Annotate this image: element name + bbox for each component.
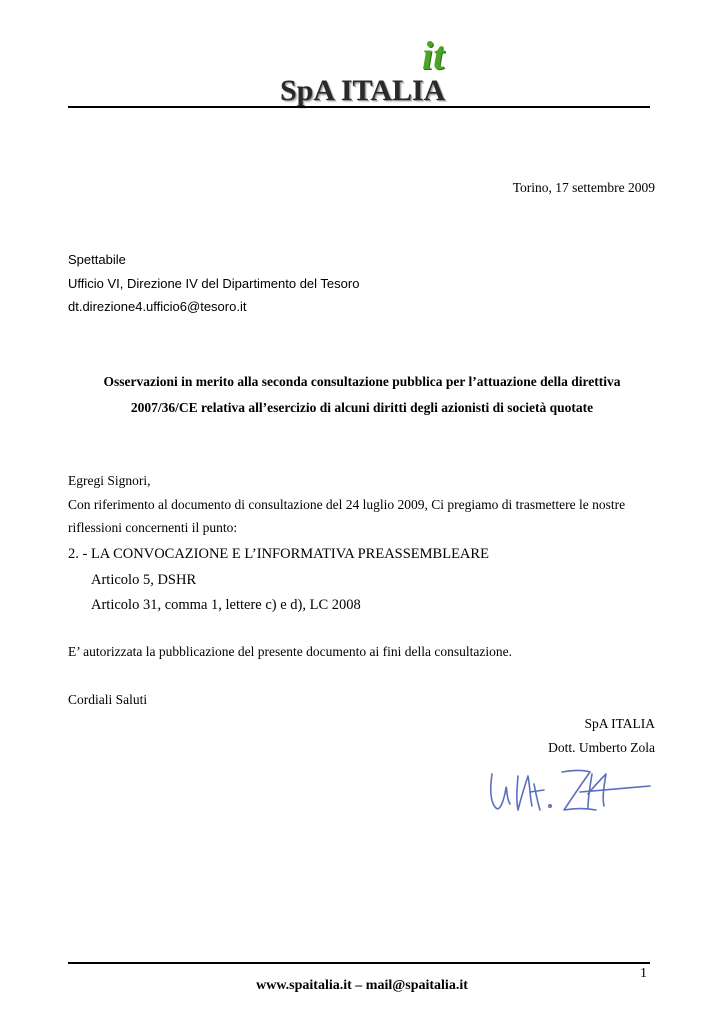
recipient-office: Ufficio VI, Direzione IV del Dipartimento del Tesoro: [68, 276, 360, 291]
body-paragraph-line-2: riflessioni concernenti il punto:: [68, 520, 238, 535]
date-line: Torino, 17 settembre 2009: [512, 180, 655, 195]
page-number: 1: [640, 966, 647, 981]
logo-it-extension: it: [422, 33, 445, 78]
footer-contact: www.spaitalia.it – mail@spaitalia.it: [256, 978, 468, 993]
company-logo: [280, 33, 470, 107]
body-paragraph-line-1: Con riferimento al documento di consultazione del 24 luglio 2009, Ci pregiamo di trasmettere le nostre: [68, 497, 626, 512]
signatory-company: SpA ITALIA: [584, 716, 655, 731]
subject-line-2: 2007/36/CE relativa all’esercizio di alcuni diritti degli azionisti di società quotate: [130, 400, 594, 415]
greeting: Egregi Signori,: [68, 473, 151, 488]
point-reference-2: Articolo 31, comma 1, lettere c) e d), LC 2008: [91, 597, 361, 613]
logo-wordmark: SpA ITALIA: [280, 74, 446, 107]
closing: Cordiali Saluti: [68, 692, 148, 707]
point-reference-1: Articolo 5, DSHR: [91, 572, 197, 588]
signatory-name: Dott. Umberto Zola: [548, 740, 655, 755]
authorization-note: E’ autorizzata la pubblicazione del presente documento ai fini della consultazione.: [68, 644, 512, 659]
recipient-salutation: Spettabile: [68, 252, 126, 267]
point-heading: 2. - LA CONVOCAZIONE E L’INFORMATIVA PREASSEMBLEARE: [68, 546, 489, 562]
footer-divider: [68, 962, 650, 964]
subject-line-1: Osservazioni in merito alla seconda consultazione pubblica per l’attuazione della direttiva: [103, 374, 621, 389]
handwritten-signature: [484, 764, 654, 820]
header-divider: [68, 106, 650, 108]
recipient-email: dt.direzione4.ufficio6@tesoro.it: [68, 299, 247, 314]
